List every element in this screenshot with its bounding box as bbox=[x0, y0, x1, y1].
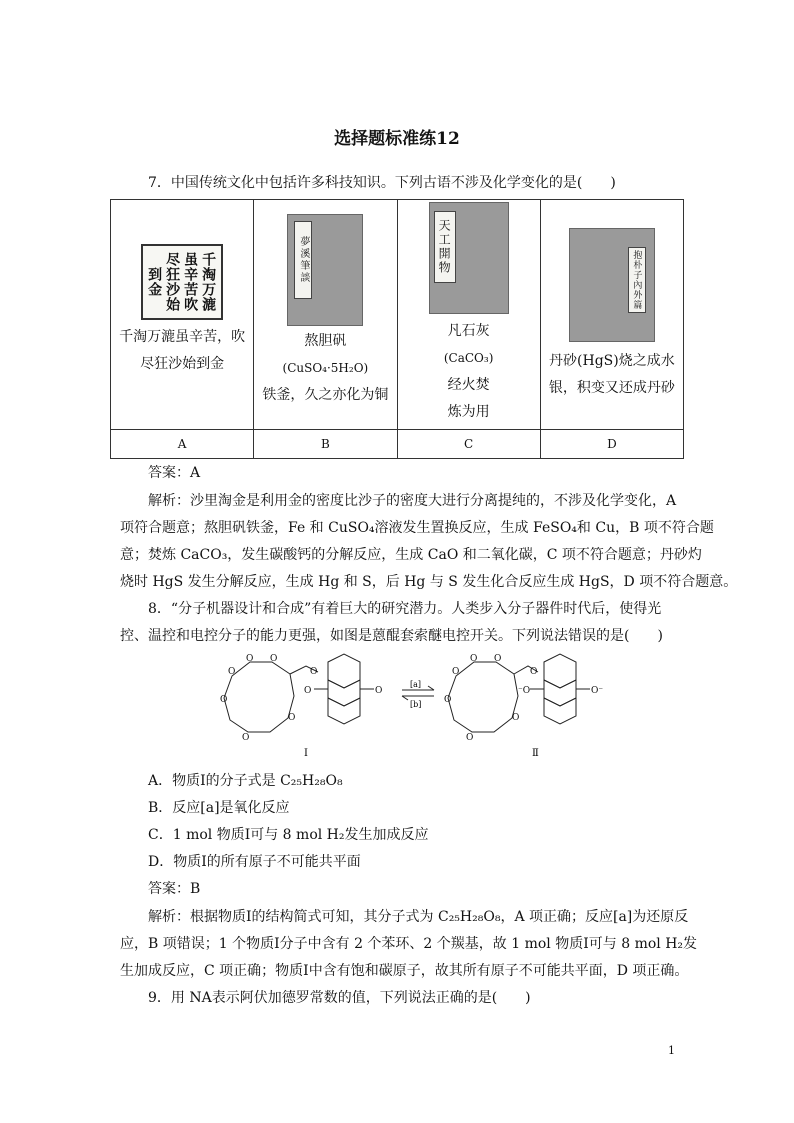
option-b-cell bbox=[254, 200, 397, 430]
q8-stem-1: 8．“分子机器设计和合成”有着巨大的研究潜力。人类步入分子器件时代后，使得光 bbox=[148, 601, 662, 617]
book-image-mengxi bbox=[287, 214, 363, 326]
svg-text:O: O bbox=[375, 686, 383, 696]
option-b-caption-3: 铁釜，久之亦化为铜 bbox=[262, 387, 389, 403]
option-b-caption-2: (CuSO₄·5H₂O) bbox=[282, 361, 369, 375]
arrow-label-b: [b] bbox=[410, 700, 422, 709]
book-label: 天工開物 bbox=[434, 211, 456, 283]
option-a-caption-1: 千淘万漉虽辛苦，吹 bbox=[119, 329, 246, 345]
q7-explanation-2: 项符合题意；熬胆矾铁釜，Fe 和 CuSO₄溶液发生置换反应，生成 FeSO₄和 Cu，B 项不符合题 bbox=[120, 520, 714, 536]
svg-text:⁻O: ⁻O bbox=[518, 686, 531, 696]
option-a-letter: A bbox=[111, 430, 254, 459]
svg-text:O: O bbox=[452, 667, 460, 677]
svg-text:O: O bbox=[288, 713, 296, 723]
q7-stem: 7．中国传统文化中包括许多科技知识。下列古语不涉及化学变化的是( ) bbox=[148, 175, 616, 191]
page-number: 1 bbox=[668, 1044, 675, 1057]
svg-text:O: O bbox=[304, 686, 312, 696]
svg-text:O: O bbox=[242, 733, 250, 743]
option-b-caption-1: 熬胆矾 bbox=[304, 333, 347, 349]
q7-explanation-4: 烧时 HgS 发生分解反应，生成 Hg 和 S，后 Hg 与 S 发生化合反应生成 HgS，D 项不符合题意。 bbox=[120, 574, 738, 590]
q9-stem: 9．用 NA表示阿伏加德罗常数的值，下列说法正确的是( ) bbox=[148, 990, 531, 1006]
option-d-caption-2: 银，积变又还成丹砂 bbox=[548, 380, 675, 396]
book-image-baopuzi bbox=[569, 228, 655, 342]
svg-text:O: O bbox=[512, 713, 520, 723]
svg-text:O: O bbox=[228, 667, 236, 677]
option-a-caption-2: 尽狂沙始到金 bbox=[140, 356, 225, 372]
q7-explanation-1: 解析：沙里淘金是利用金的密度比沙子的密度大进行分离提纯的，不涉及化学变化，A bbox=[148, 493, 677, 509]
q7-answer: 答案：A bbox=[148, 465, 201, 481]
q8-stem-2: 控、温控和电控分子的能力更强，如图是蒽醌套索醚电控开关。下列说法错误的是( ) bbox=[120, 628, 663, 644]
calligraphy-image: 千淘万漉虽辛苦吹尽狂沙始到金 bbox=[141, 244, 223, 320]
svg-text:O: O bbox=[470, 654, 478, 664]
molecule-scheme bbox=[210, 652, 610, 762]
page-title: 选择题标准练12 bbox=[334, 129, 460, 149]
option-c-caption-4: 炼为用 bbox=[447, 404, 490, 420]
svg-text:O: O bbox=[530, 667, 538, 677]
svg-text:O⁻: O⁻ bbox=[591, 686, 604, 696]
option-c-caption-3: 经火焚 bbox=[447, 377, 490, 393]
compound-label-i: Ⅰ bbox=[304, 748, 308, 759]
q8-choice-b: B．反应[a]是氧化反应 bbox=[148, 800, 290, 816]
q7-explanation-3: 意；焚炼 CaCO₃，发生碳酸钙的分解反应，生成 CaO 和二氧化碳，C 项不符合题意；丹砂灼 bbox=[120, 547, 702, 563]
option-a-cell bbox=[111, 200, 254, 430]
option-d-caption-1: 丹砂(HgS)烧之成水 bbox=[549, 353, 675, 369]
svg-text:O: O bbox=[220, 695, 228, 705]
q8-explanation-2: 应，B 项错误；1 个物质Ⅰ分子中含有 2 个苯环、2 个羰基，故 1 mol 物质Ⅰ可与 8 mol H₂发 bbox=[120, 936, 698, 952]
book-label: 抱朴子內外篇 bbox=[628, 247, 646, 313]
compound-label-ii: Ⅱ bbox=[532, 748, 539, 759]
option-b-letter: B bbox=[254, 430, 397, 459]
q8-explanation-1: 解析：根据物质Ⅰ的结构简式可知，其分子式为 C₂₅H₂₈O₈，A 项正确；反应[a]为还原反 bbox=[148, 909, 689, 925]
q8-explanation-3: 生加成反应，C 项正确；物质Ⅰ中含有饱和碳原子，故其所有原子不可能共平面，D 项正确。 bbox=[120, 963, 689, 979]
svg-text:O: O bbox=[444, 695, 452, 705]
q8-answer: 答案：B bbox=[148, 881, 201, 897]
q8-choice-c: C．1 mol 物质Ⅰ可与 8 mol H₂发生加成反应 bbox=[148, 827, 429, 843]
svg-text:O: O bbox=[310, 667, 318, 677]
option-c-cell bbox=[397, 200, 540, 430]
svg-text:O: O bbox=[466, 733, 474, 743]
arrow-label-a: [a] bbox=[410, 680, 422, 689]
svg-text:O: O bbox=[246, 654, 254, 664]
svg-text:O: O bbox=[494, 654, 502, 664]
book-image-tiangong bbox=[429, 202, 509, 314]
q8-choice-a: A．物质Ⅰ的分子式是 C₂₅H₂₈O₈ bbox=[148, 773, 343, 789]
option-d-letter: D bbox=[540, 430, 683, 459]
option-c-letter: C bbox=[397, 430, 540, 459]
q7-options-table bbox=[110, 199, 684, 459]
q8-choice-d: D．物质Ⅰ的所有原子不可能共平面 bbox=[148, 854, 361, 870]
option-c-caption-2: (CaCO₃) bbox=[443, 351, 494, 365]
svg-text:O: O bbox=[270, 654, 278, 664]
book-label: 夢溪筆談 bbox=[294, 221, 312, 299]
option-c-caption-1: 凡石灰 bbox=[447, 323, 490, 339]
option-d-cell bbox=[540, 200, 683, 430]
